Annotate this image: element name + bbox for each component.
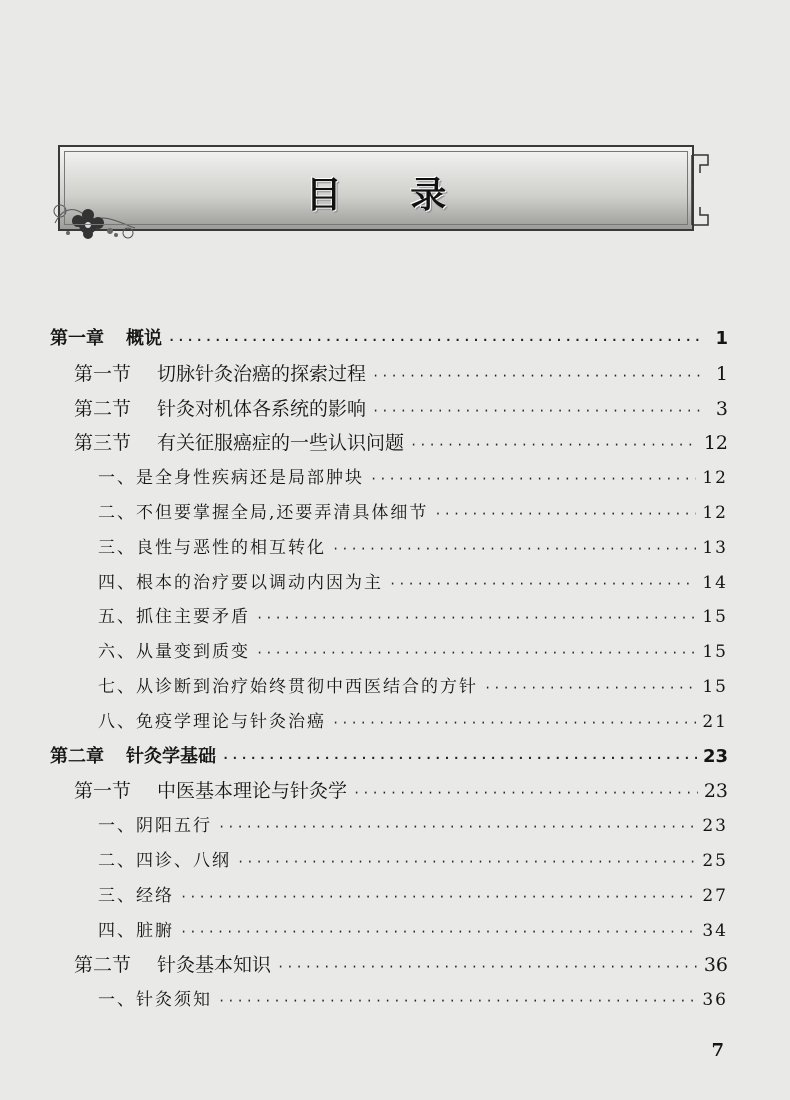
toc-entry-page: 23 — [702, 745, 728, 767]
toc-entry-title: 一、是全身性疾病还是局部肿块 — [98, 468, 364, 489]
page-title: 目 录 — [305, 175, 475, 216]
toc-entry-page: 25 — [702, 851, 728, 871]
toc-entry[interactable] — [98, 531, 728, 565]
toc-entry[interactable] — [98, 566, 728, 600]
dot-leader — [256, 636, 696, 670]
toc-entry-label — [98, 670, 478, 704]
dot-leader — [389, 567, 696, 601]
toc-entry[interactable] — [98, 809, 728, 843]
toc-entry[interactable] — [74, 426, 728, 460]
toc-entry[interactable] — [74, 948, 728, 982]
dot-leader — [277, 950, 698, 984]
page-number: 7 — [711, 1040, 724, 1061]
flower-ornament-icon — [50, 183, 140, 243]
toc-entry-label — [50, 740, 216, 774]
toc-entry-label — [98, 844, 231, 878]
toc-entry[interactable] — [98, 496, 728, 530]
toc-entry-page: 12 — [702, 468, 728, 489]
dot-leader — [180, 880, 696, 914]
toc-entry-title: 一、针灸须知 — [98, 990, 212, 1011]
toc-entry[interactable] — [98, 844, 728, 878]
toc-entry-page: 23 — [703, 780, 728, 803]
toc-entry-page: 36 — [702, 990, 728, 1011]
toc-entry-label — [98, 705, 326, 739]
dot-leader — [484, 671, 696, 705]
toc-entry-label — [74, 948, 271, 982]
toc-entry-title: 八、免疫学理论与针灸治癌 — [98, 711, 326, 732]
toc-entry-page: 15 — [702, 607, 728, 628]
toc-entry-title: 二、不但要掌握全局,还要弄清具体细节 — [98, 503, 429, 523]
toc-entry[interactable] — [50, 322, 728, 356]
dot-leader — [434, 497, 696, 531]
toc-entry-title: 切脉针灸治癌的探索过程 — [157, 362, 367, 385]
dot-leader — [370, 462, 696, 496]
toc-entry-page: 1 — [715, 328, 728, 349]
toc-entry-title: 三、经络 — [98, 885, 174, 906]
toc-entry[interactable] — [98, 670, 728, 704]
toc-entry-number: 第二章 — [50, 745, 104, 767]
dot-leader — [168, 323, 700, 357]
toc-entry-number: 第一节 — [74, 780, 132, 803]
dot-leader — [372, 394, 700, 428]
toc-entry-label — [50, 322, 162, 356]
toc-entry-page: 13 — [702, 537, 728, 558]
toc-entry-label — [74, 426, 404, 460]
toc-entry-page: 12 — [702, 503, 728, 523]
toc-entry-label — [98, 635, 250, 669]
toc-entry-title: 七、从诊断到治疗始终贯彻中西医结合的方针 — [98, 677, 478, 697]
toc-entry-page: 21 — [702, 711, 728, 732]
dot-leader — [256, 601, 696, 635]
toc-entry-label — [98, 914, 174, 948]
toc-entry[interactable] — [98, 879, 728, 913]
toc-entry[interactable] — [98, 914, 728, 948]
toc-entry-title: 针灸对机体各系统的影响 — [157, 397, 367, 420]
toc-entry-label — [98, 566, 383, 600]
toc-entry[interactable] — [98, 635, 728, 669]
corner-ornament-icon — [674, 151, 714, 229]
toc-entry-number: 第一节 — [74, 362, 132, 385]
toc-entry-label — [98, 809, 212, 843]
toc-entry-label — [74, 774, 347, 808]
toc-entry-title: 四、根本的治疗要以调动内因为主 — [98, 572, 383, 593]
toc-entry-page: 23 — [702, 816, 728, 837]
toc-entry[interactable] — [50, 740, 728, 774]
toc-entry[interactable] — [74, 774, 728, 808]
toc-entry-title: 有关征服癌症的一些认识问题 — [157, 432, 405, 455]
dot-leader — [332, 532, 696, 566]
toc-entry[interactable] — [98, 600, 728, 634]
toc-entry-title: 概说 — [126, 328, 162, 349]
toc-entry-label — [74, 392, 366, 426]
toc-entry-page: 15 — [702, 642, 728, 663]
toc-entry-title: 六、从量变到质变 — [98, 642, 250, 663]
toc-entry[interactable] — [98, 461, 728, 495]
dot-leader — [410, 428, 698, 462]
dot-leader — [218, 810, 696, 844]
toc-entry-page: 12 — [703, 432, 728, 455]
toc-entry-number: 第一章 — [50, 328, 104, 349]
dot-leader — [180, 915, 696, 949]
toc-entry-title: 四、脏腑 — [98, 920, 174, 941]
toc-entry-title: 一、阴阳五行 — [98, 816, 212, 837]
toc-entry-label — [98, 461, 364, 495]
toc-entry-page: 3 — [715, 397, 728, 420]
toc-entry[interactable] — [74, 357, 728, 391]
toc-entry[interactable] — [98, 983, 728, 1017]
toc-entry-page: 1 — [715, 362, 728, 385]
dot-leader — [353, 776, 698, 810]
toc-entry-page: 36 — [703, 954, 728, 977]
dot-leader — [372, 359, 700, 393]
toc-entry[interactable] — [74, 392, 728, 426]
toc-entry-title: 三、良性与恶性的相互转化 — [98, 537, 326, 558]
toc-entry-title: 中医基本理论与针灸学 — [157, 780, 348, 803]
dot-leader — [218, 984, 696, 1018]
toc-entry-title: 针灸学基础 — [126, 745, 216, 767]
toc-entry-number: 第三节 — [74, 432, 132, 455]
toc-entry-label — [74, 357, 366, 391]
toc-entry-page: 27 — [702, 885, 728, 906]
toc-entry[interactable] — [98, 705, 728, 739]
toc-entry-number: 第二节 — [74, 397, 132, 420]
toc-entry-label — [98, 983, 212, 1017]
dot-leader — [332, 706, 696, 740]
toc-entry-label — [98, 531, 326, 565]
toc-entry-title: 针灸基本知识 — [157, 954, 272, 977]
toc-entry-page: 15 — [702, 677, 728, 697]
toc-entry-title: 五、抓住主要矛盾 — [98, 607, 250, 628]
toc-entry-page: 34 — [702, 920, 728, 941]
toc-entry-label — [98, 600, 250, 634]
dot-leader — [237, 845, 696, 879]
toc-entry-page: 14 — [702, 572, 728, 593]
toc-entry-number: 第二节 — [74, 954, 132, 977]
toc-entry-label — [98, 879, 174, 913]
toc-header-banner — [58, 145, 694, 231]
toc-entry-label — [98, 496, 428, 530]
toc-entry-title: 二、四诊、八纲 — [98, 851, 231, 871]
dot-leader — [222, 741, 697, 775]
